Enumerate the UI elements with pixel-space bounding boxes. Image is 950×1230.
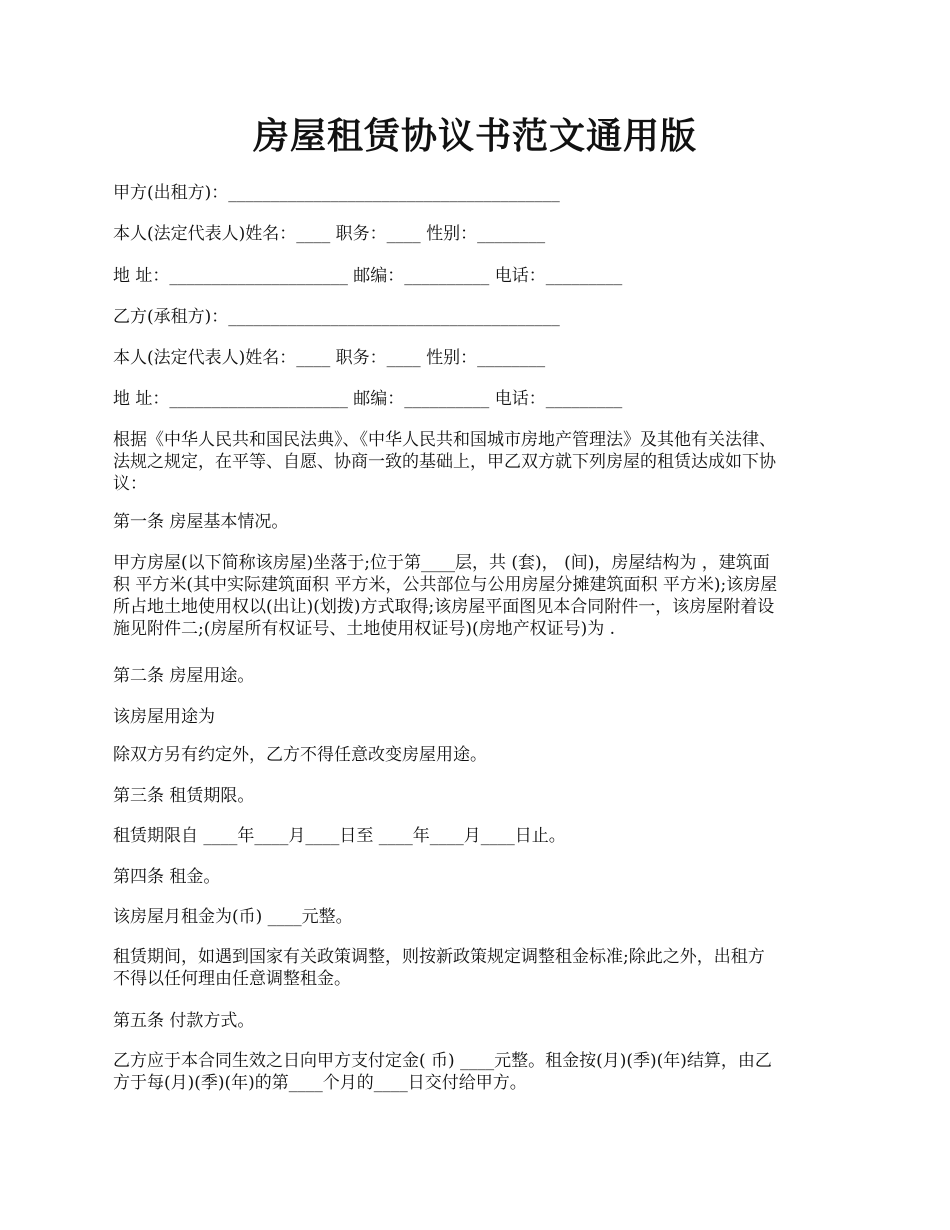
article-1-body: [113, 552, 848, 640]
article-2-usage-line: 该房屋用途为: [113, 707, 215, 727]
article-1-line: 所占地土地使用权以(出让)(划拨)方式取得;该房屋平面图见本合同附件一，该房屋附着设: [113, 597, 775, 617]
article-3-term-line: 租赁期限自 ____年____月____日至 ____年____月____日止。: [113, 826, 566, 846]
article-2-title: 第二条 房屋用途。: [113, 666, 255, 686]
article-5-line: 方于每(月)(季)(年)的第____个月的____日交付给甲方。: [113, 1073, 527, 1093]
preamble-line: 根据《中华人民共和国民法典》、《中华人民共和国城市房地产管理法》及其他有关法律、: [113, 430, 776, 450]
article-2-restriction-line: 除双方另有约定外，乙方不得任意改变房屋用途。: [113, 745, 487, 765]
preamble-line: 议：: [113, 474, 147, 494]
article-5-body: [113, 1050, 848, 1094]
party-b-address-line: 地 址：_____________________ 邮编：__________ 电话：_________: [113, 389, 623, 409]
article-3-title: 第三条 租赁期限。: [113, 786, 255, 806]
article-1-line: 施见附件二;(房屋所有权证号、土地使用权证号)(房地产权证号)为 .: [113, 619, 616, 639]
article-4-line: 租赁期间，如遇到国家有关政策调整，则按新政策规定调整租金标准;除此之外，出租方: [113, 947, 765, 967]
party-b-representative-line: 本人(法定代表人)姓名：____ 职务：____ 性别：________: [113, 348, 546, 368]
party-a-line: 甲方(出租方)：_______________________________________: [113, 183, 560, 203]
party-b-line: 乙方(承租方)：_______________________________________: [113, 307, 560, 327]
article-5-line: 乙方应于本合同生效之日向甲方支付定金( 币) ____元整。租金按(月)(季)(年)结算，由乙: [113, 1051, 772, 1071]
article-4-rent-line: 该房屋月租金为(币) ____元整。: [113, 907, 353, 927]
party-a-representative-line: 本人(法定代表人)姓名：____ 职务：____ 性别：________: [113, 224, 546, 244]
article-5-title: 第五条 付款方式。: [113, 1011, 255, 1031]
document-title: 房屋租赁协议书范文通用版: [252, 115, 697, 157]
preamble-paragraph: [113, 429, 848, 495]
preamble-line: 法规之规定，在平等、自愿、协商一致的基础上，甲乙双方就下列房屋的租赁达成如下协: [113, 452, 776, 472]
article-1-line: 甲方房屋(以下简称该房屋)坐落于;位于第____层，共 (套)， (间)，房屋结构为 ，建筑面: [113, 553, 770, 573]
article-1-line: 积 平方米(其中实际建筑面积 平方米，公共部位与公用房屋分摊建筑面积 平方米);该房屋: [113, 575, 778, 595]
article-4-title: 第四条 租金。: [113, 867, 221, 887]
article-4-line: 不得以任何理由任意调整租金。: [113, 969, 351, 989]
article-4-adjustment-paragraph: [113, 946, 848, 990]
party-a-address-line: 地 址：_____________________ 邮编：__________ 电话：_________: [113, 266, 623, 286]
article-1-title: 第一条 房屋基本情况。: [113, 512, 289, 532]
